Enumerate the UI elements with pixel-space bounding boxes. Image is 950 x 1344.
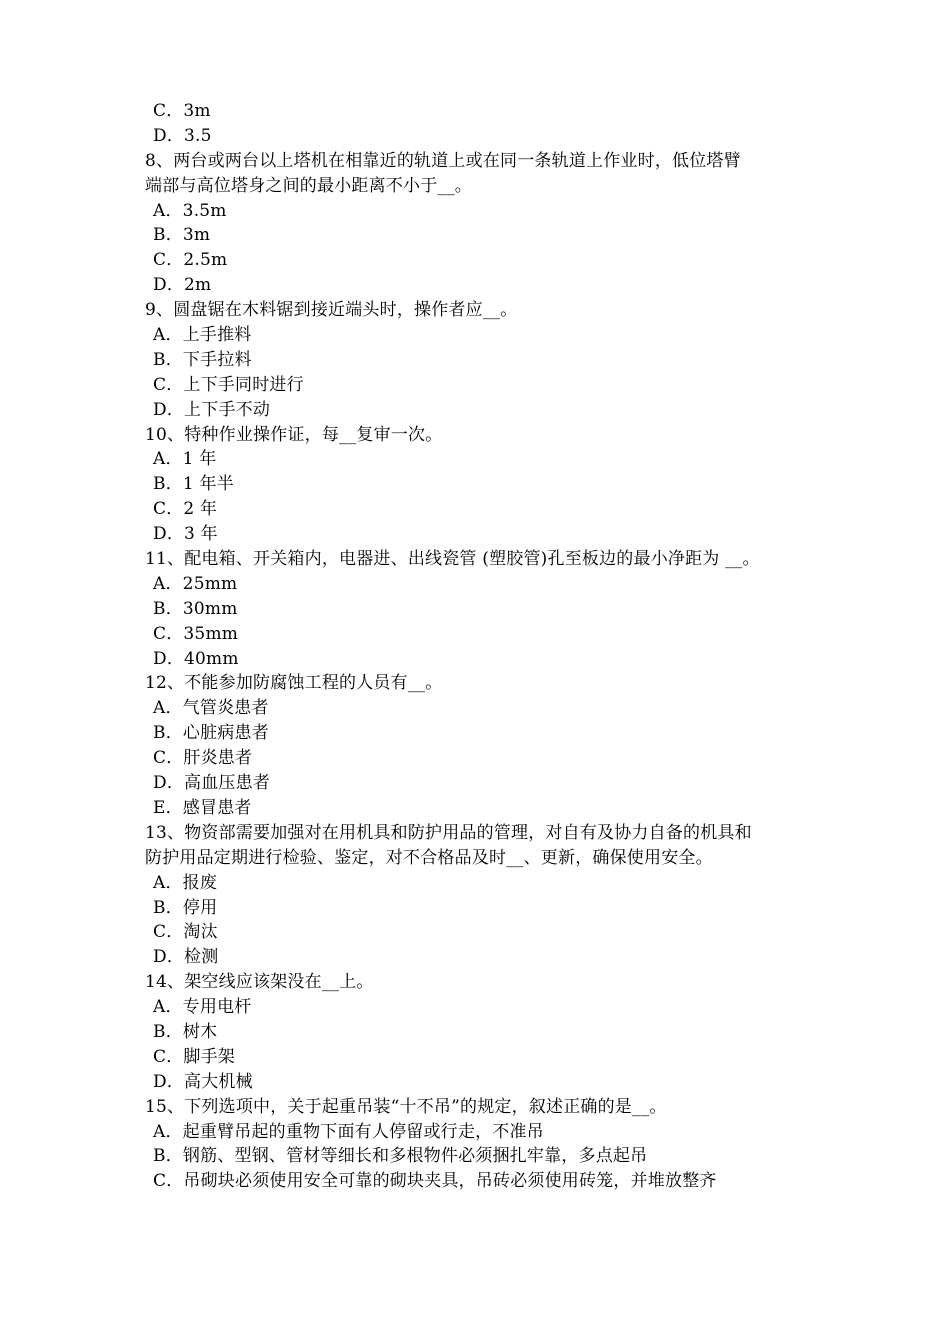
answer-option: A．上手推料 [153, 325, 252, 346]
answer-option: A．起重臂吊起的重物下面有人停留或行走，不准吊 [153, 1121, 544, 1142]
answer-option: D．高血压患者 [153, 773, 271, 794]
question-text: 12、不能参加防腐蚀工程的人员有__。 [145, 673, 443, 694]
answer-option: C．35mm [153, 623, 239, 644]
question-text: 防护用品定期进行检验、鉴定，对不合格品及时__、更新，确保使用安全。 [145, 847, 713, 868]
question-text: 8、两台或两台以上塔机在相靠近的轨道上或在同一条轨道上作业时，低位塔臂 [145, 150, 741, 171]
answer-option: D．2m [153, 275, 212, 296]
answer-option: C．2.5m [153, 250, 228, 271]
answer-option: A．报废 [153, 872, 218, 893]
answer-option: A．25mm [153, 573, 238, 594]
answer-option: B．1 年半 [153, 474, 234, 495]
answer-option: C．肝炎患者 [153, 748, 253, 769]
answer-option: B．3m [153, 225, 211, 246]
answer-option: D．3.5 [153, 125, 212, 146]
answer-option: B．停用 [153, 897, 218, 918]
question-text: 10、特种作业操作证，每__复审一次。 [145, 424, 443, 445]
answer-option: B．钢筋、型钢、管材等细长和多根物件必须捆扎牢靠，多点起吊 [153, 1146, 648, 1167]
answer-option: A．1 年 [153, 449, 217, 470]
answer-option: E．感冒患者 [153, 797, 252, 818]
question-text: 11、配电箱、开关箱内，电器进、出线瓷管 (塑胶管)孔至板边的最小净距为 __。 [145, 549, 760, 570]
answer-option: B．下手拉料 [153, 349, 252, 370]
answer-option: C．上下手同时进行 [153, 374, 304, 395]
answer-option: D．3 年 [153, 524, 218, 545]
answer-option: D．检测 [153, 947, 219, 968]
answer-option: C．脚手架 [153, 1046, 236, 1067]
answer-option: D．上下手不动 [153, 399, 271, 420]
question-text: 端部与高位塔身之间的最小距离不小于__。 [145, 175, 472, 196]
answer-option: B．心脏病患者 [153, 723, 269, 744]
answer-option: A．气管炎患者 [153, 698, 269, 719]
question-text: 15、下列选项中，关于起重吊装“十不吊”的规定，叙述正确的是__。 [145, 1096, 667, 1117]
question-text: 14、架空线应该架没在__上。 [145, 972, 374, 993]
answer-option: C．吊砌块必须使用安全可靠的砌块夹具，吊砖必须使用砖笼，并堆放整齐 [153, 1171, 717, 1192]
answer-option: B．树木 [153, 1021, 218, 1042]
question-text: 9、圆盘锯在木料锯到接近端头时，操作者应__。 [145, 300, 518, 321]
answer-option: D．40mm [153, 648, 239, 669]
answer-option: B．30mm [153, 598, 238, 619]
answer-option: A．3.5m [153, 200, 227, 221]
answer-option: A．专用电杆 [153, 997, 252, 1018]
answer-option: C．淘汰 [153, 922, 218, 943]
question-list [145, 99, 815, 1194]
answer-option: D．高大机械 [153, 1071, 253, 1092]
answer-option: C．2 年 [153, 499, 218, 520]
question-text: 13、物资部需要加强对在用机具和防护用品的管理，对自有及协力自备的机具和 [145, 822, 752, 843]
answer-option: C．3m [153, 101, 211, 121]
